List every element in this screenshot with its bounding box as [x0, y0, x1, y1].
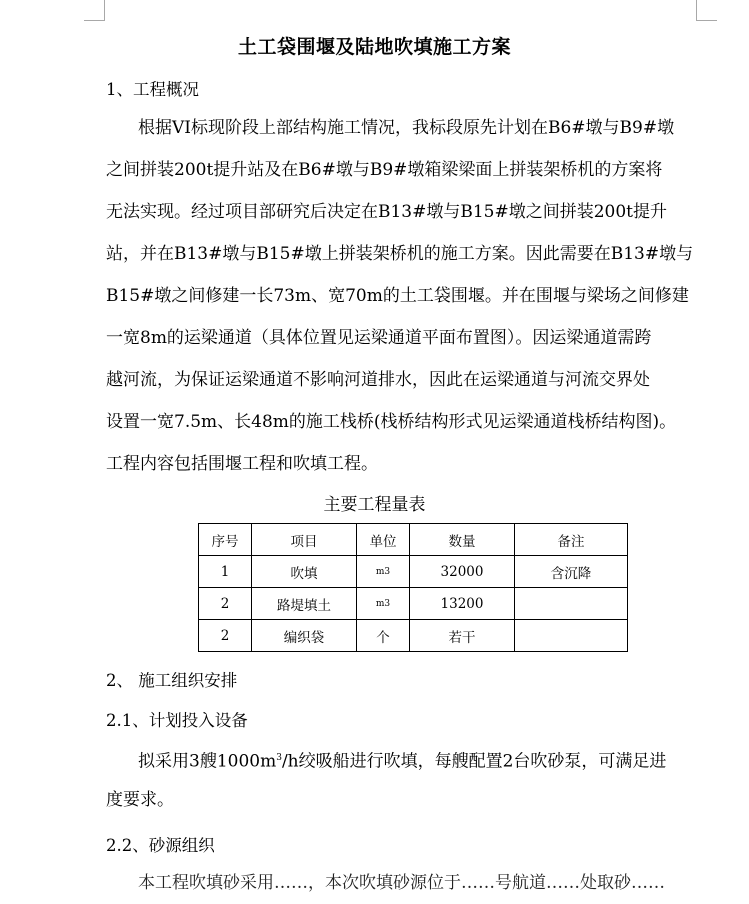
paragraph-line: 站，并在B13#墩与B15#墩上拼装架桥机的施工方案。因此需要在B13#墩与: [106, 244, 694, 264]
corner-mark-right-v: [696, 0, 697, 20]
superscript-3: 3: [276, 753, 282, 763]
quantity-table: [198, 523, 628, 652]
table-header-row: [199, 524, 628, 556]
paragraph-line: B15#墩之间修建一长73m、宽70m的土工袋围堰。并在围堰与梁场之间修建: [106, 286, 689, 306]
corner-mark-left-h: [84, 20, 105, 21]
header-cell: 序号: [199, 524, 252, 556]
table-row: [199, 556, 628, 588]
section22-heading: 2.2、砂源组织: [106, 836, 215, 855]
header-cell: 单位: [357, 524, 410, 556]
table-cell: 个: [357, 620, 410, 652]
table-cell: 2: [199, 620, 252, 652]
equipment-text-cont: /h绞吸船进行吹填，每艘配置2台吹砂泵，可满足进: [281, 751, 667, 772]
section1-paragraph: [106, 107, 706, 485]
header-cell: 数量: [410, 524, 515, 556]
header-cell: 备注: [515, 524, 628, 556]
paragraph-line: 根据VI标现阶段上部结构施工情况，我标段原先计划在B6#墩与B9#墩: [138, 118, 675, 138]
table-cell: [515, 620, 628, 652]
paragraph-line: 工程内容包括围堰工程和吹填工程。: [106, 454, 378, 474]
table-cell: 2: [199, 588, 252, 620]
paragraph-line: 设置一宽7.5m、长48m的施工栈桥(栈桥结构形式见运梁通道栈桥结构图)。: [106, 412, 677, 432]
paragraph-line: 无法实现。经过项目部研究后决定在B13#墩与B15#墩之间拼装200t提升: [106, 202, 668, 222]
table-cell: 路堤填土: [252, 588, 357, 620]
table-cell: 若干: [410, 620, 515, 652]
table-cell-unit: m3: [357, 588, 410, 620]
table-cell: 吹填: [252, 556, 357, 588]
table-cell-unit: m3: [357, 556, 410, 588]
table-cell: 1: [199, 556, 252, 588]
paragraph-line: 度要求。: [106, 790, 174, 810]
section21-heading: 2.1、计划投入设备: [106, 711, 248, 730]
corner-mark-left-v: [104, 0, 105, 20]
section21-paragraph: [106, 737, 706, 821]
section2-heading: 2、 施工组织安排: [106, 671, 238, 690]
paragraph-line: [106, 737, 706, 779]
table-row: [199, 620, 628, 652]
header-cell: 项目: [252, 524, 357, 556]
table-cell: 编织袋: [252, 620, 357, 652]
table-cell: [515, 588, 628, 620]
table-row: [199, 588, 628, 620]
equipment-text: 拟采用3艘1000m: [138, 751, 277, 772]
paragraph-line: 越河流，为保证运梁通道不影响河道排水，因此在运梁通道与河流交界处: [106, 370, 650, 390]
paragraph-line: 之间拼装200t提升站及在B6#墩与B9#墩箱梁梁面上拼装架桥机的方案将: [106, 160, 663, 180]
document-title: 土工袋围堰及陆地吹填施工方案: [237, 36, 511, 58]
table-cell: 13200: [410, 588, 515, 620]
section1-heading: 1、工程概况: [106, 80, 199, 99]
table-cell: 32000: [410, 556, 515, 588]
corner-mark-right-h: [696, 20, 717, 21]
table-caption: 主要工程量表: [323, 495, 426, 515]
table-cell: 含沉降: [515, 556, 628, 588]
paragraph-line: 一宽8m的运梁通道（具体位置见运梁通道平面布置图）。因运梁通道需跨: [106, 328, 652, 348]
cutoff-line: [106, 862, 706, 904]
paragraph-line: 本工程吹填砂采用……，本次吹填砂源位于……号航道……处取砂……: [138, 873, 665, 893]
